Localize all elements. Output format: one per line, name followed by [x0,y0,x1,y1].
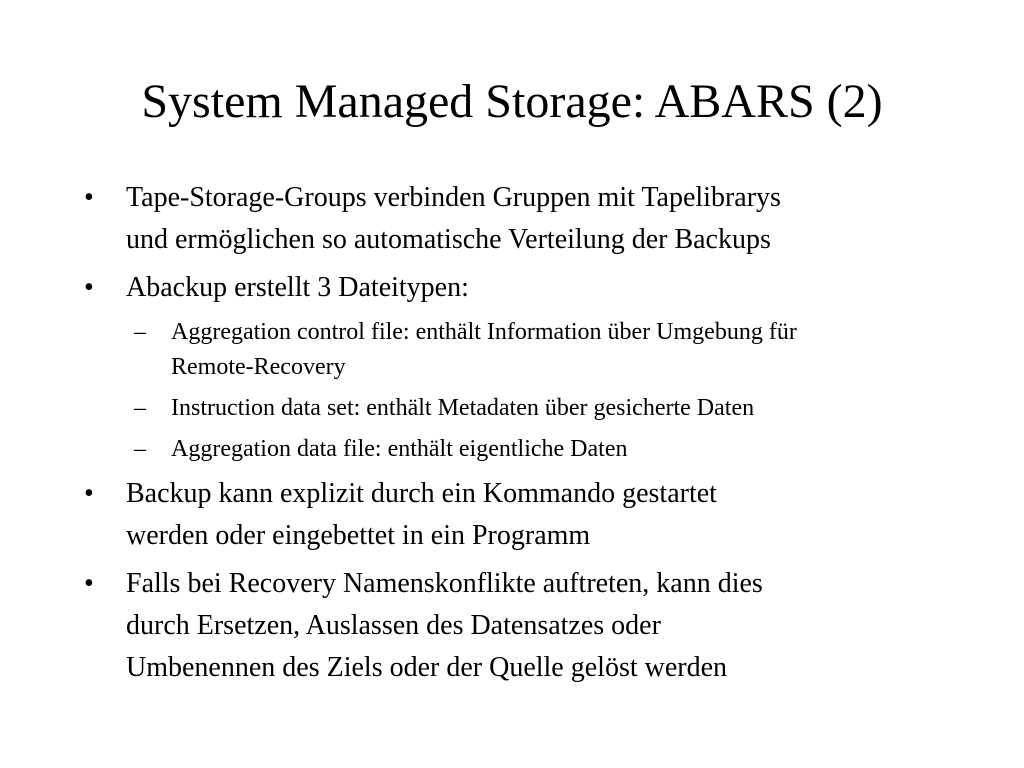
bullet-marker: • [84,182,94,213]
slide-title: System Managed Storage: ABARS (2) [141,75,883,128]
sub-bullet-text-line: Aggregation data file: enthält eigentliche Daten [171,436,628,462]
bullet-text-line: und ermöglichen so automatische Verteilung der Backups [126,224,771,255]
bullet-list [82,177,962,695]
bullet-marker: • [84,478,94,509]
sub-bullet-marker: – [134,319,146,345]
sub-bullet-item [126,391,962,426]
bullet-text-line: Falls bei Recovery Namenskonflikte auftreten, kann dies [126,568,763,599]
bullet-item [82,563,962,689]
sub-bullet-marker: – [134,395,146,421]
sub-bullet-item [126,432,962,467]
sub-bullet-text-line: Remote-Recovery [171,354,346,380]
bullet-text-line: Tape-Storage-Groups verbinden Gruppen mit Tapelibrarys [126,182,781,213]
sub-bullet-text-line: Aggregation control file: enthält Information über Umgebung für [171,319,797,345]
bullet-text-line: durch Ersetzen, Auslassen des Datensatzes oder [126,610,661,641]
bullet-text-line: Umbenennen des Ziels oder der Quelle gelöst werden [126,652,728,683]
bullet-item [82,177,962,261]
bullet-item [82,473,962,557]
bullet-marker: • [84,272,94,303]
sub-bullet-text-line: Instruction data set: enthält Metadaten über gesicherte Daten [171,395,755,421]
bullet-text-line: Abackup erstellt 3 Dateitypen: [126,272,469,303]
bullet-item [82,267,962,309]
sub-bullet-marker: – [134,436,146,462]
bullet-marker: • [84,568,94,599]
sub-bullet-item [126,315,962,385]
bullet-text-line: werden oder eingebettet in ein Programm [126,520,591,551]
sub-bullet-list [82,315,962,467]
bullet-text-line: Backup kann explizit durch ein Kommando gestartet [126,478,717,509]
